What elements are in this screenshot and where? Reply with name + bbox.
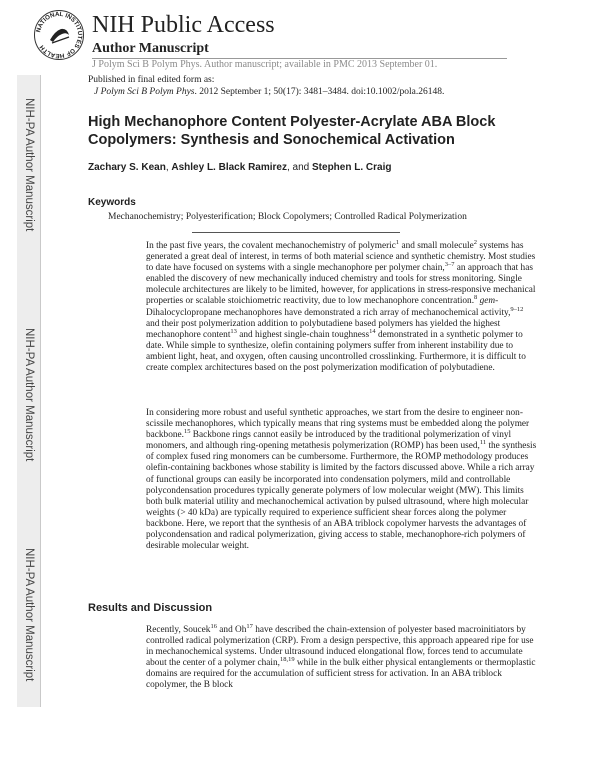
author-manuscript-label: Author Manuscript — [92, 41, 209, 56]
section-divider — [192, 232, 400, 233]
section-heading: Results and Discussion — [88, 602, 213, 614]
sidebar-label-1: NIH-PA Author Manuscript — [23, 98, 35, 232]
citation-reference: 1 — [395, 238, 400, 246]
author-name: Ashley L. Black Ramirez — [171, 162, 287, 173]
citation-reference: 15 — [183, 428, 191, 436]
author-list: Zachary S. Kean, Ashley L. Black Ramirez, and Stephen L. Craig — [88, 162, 392, 173]
citation-reference: 3–7 — [444, 261, 455, 269]
article-title: High Mechanophore Content Polyester-Acrylate ABA Block Copolymers: Synthesis and Sonochemical Activation — [88, 114, 496, 148]
author-name: Stephen L. Craig — [312, 162, 392, 173]
nih-logo — [33, 9, 85, 61]
pmc-availability-note: J Polym Sci B Polym Phys. Author manuscript; available in PMC 2013 September 01. — [92, 59, 438, 70]
keywords-heading: Keywords — [88, 197, 136, 208]
keywords-list: Mechanochemistry; Polyesterification; Block Copolymers; Controlled Radical Polymerization — [108, 212, 467, 222]
sidebar-label-2: NIH-PA Author Manuscript — [23, 328, 35, 462]
sidebar-label-3: NIH-PA Author Manuscript — [23, 548, 35, 682]
citation-reference: 13 — [230, 327, 237, 335]
published-label: Published in final edited form as: — [88, 75, 215, 85]
citation — [94, 87, 444, 97]
citation-details: . 2012 September 1; 50(17): 3481–3484. doi:10.1002/pola.26148. — [194, 87, 445, 97]
citation-reference: 11 — [479, 439, 487, 447]
author-name: Zachary S. Kean — [88, 162, 166, 173]
citation-reference: 18,19 — [279, 656, 295, 664]
citation-reference: 16 — [210, 622, 217, 630]
citation-reference: 9–12 — [510, 305, 524, 313]
nih-public-access-title: NIH Public Access — [92, 12, 275, 38]
intro-paragraph-2: In considering more robust and useful synthetic approaches, we start from the desire to engineer non-scissile mechanophores, which typically means that ring systems must be embedded along the polymer backbone.$^{15}$ Backbone rings cannot easily be introduced by the traditional polymerization of vinyl monomers, and although ring-opening metathesis polymerization (ROMP) has been used,$^{11}$ the synthesis of complex fused ring monomers can be cumbersome. Furthermore, the ROMP methodology produces olefin-containing backbones whose stability is limited by the factors discussed above. While a rich array of functional groups can easily be incorporated into condensation polymers, mild and controllable polycondensation procedures typically generate polymers of low molecular weight (MW). This limits both bulk material utility and mechanochemical activation by pulsed ultrasound, where high molecular weights (> 40 kDa) are typically required to experience sufficient shear forces along the polymer backbone. Here, we report that the synthesis of an ABA triblock copolymer harvests the advantages of polycondensation and radical polymerization, giving access to stable, mechanophore-rich polymers of desirable molecular weight. — [146, 408, 537, 552]
manuscript-sidebar — [17, 75, 41, 707]
results-paragraph-1: Recently, Soucek$^{16}$ and Oh$^{17}$ have described the chain-extension of polyester based macroinitiators by controlled radical polymerization (CRP). From a design perspective, this approach appeared ripe for use in mechanochemical systems. Under ultrasound induced elongational flow, forces tend to accumulate about the center of a polymer chain,$^{18,19}$ while in the bulk either physical entanglements or thermoplastic domains are required for the accumulation of sufficient stress for activation. In an ABA triblock copolymer, the B block — [146, 622, 536, 691]
citation-reference: 14 — [369, 327, 376, 335]
citation-reference: 17 — [246, 622, 253, 630]
citation-reference: 8 — [474, 294, 478, 302]
logo-ring-text: NATIONAL INSTITUTES OF HEALTH — [35, 10, 84, 60]
journal-name: J Polym Sci B Polym Phys — [94, 87, 195, 97]
citation-reference: 2 — [473, 238, 478, 246]
intro-paragraph-1: In the past five years, the covalent mechanochemistry of polymeric$^1$ and small molecule$^2$ systems has generated a great deal of interest, in terms of both material science and synthetic chemistry. Most studies to date have focused on systems with a single mechanophore per polymer chain,$^{3-7}$ an approach that has enabled the discovery of new mechanically induced chemistry and tools for stress monitoring. Single molecule architectures are likely to be limited, however, for applications in stress-responsive mechanical properties or scalable stoichiometric reactivity, due to low mechanophore concentration.$^8$ gem-Dihalocyclopropane mechanophores have demonstrated a rich array of mechanochemical activity,$^{9-12}$ and their post polymerization addition to polybutadiene based polymers has yielded the highest mechanophore content$^{13}$ and highest single-chain toughness$^{14}$ demonstrated in a synthetic polymer to date. While simple to synthesize, olefin containing polymers suffer from inherent instability due to ambient light, heat, and oxygen, often causing uncontrolled crosslinking. Furthermore, it is difficult to create complex architectures based on the post polymerization modification of polybutadiene. — [146, 238, 536, 374]
